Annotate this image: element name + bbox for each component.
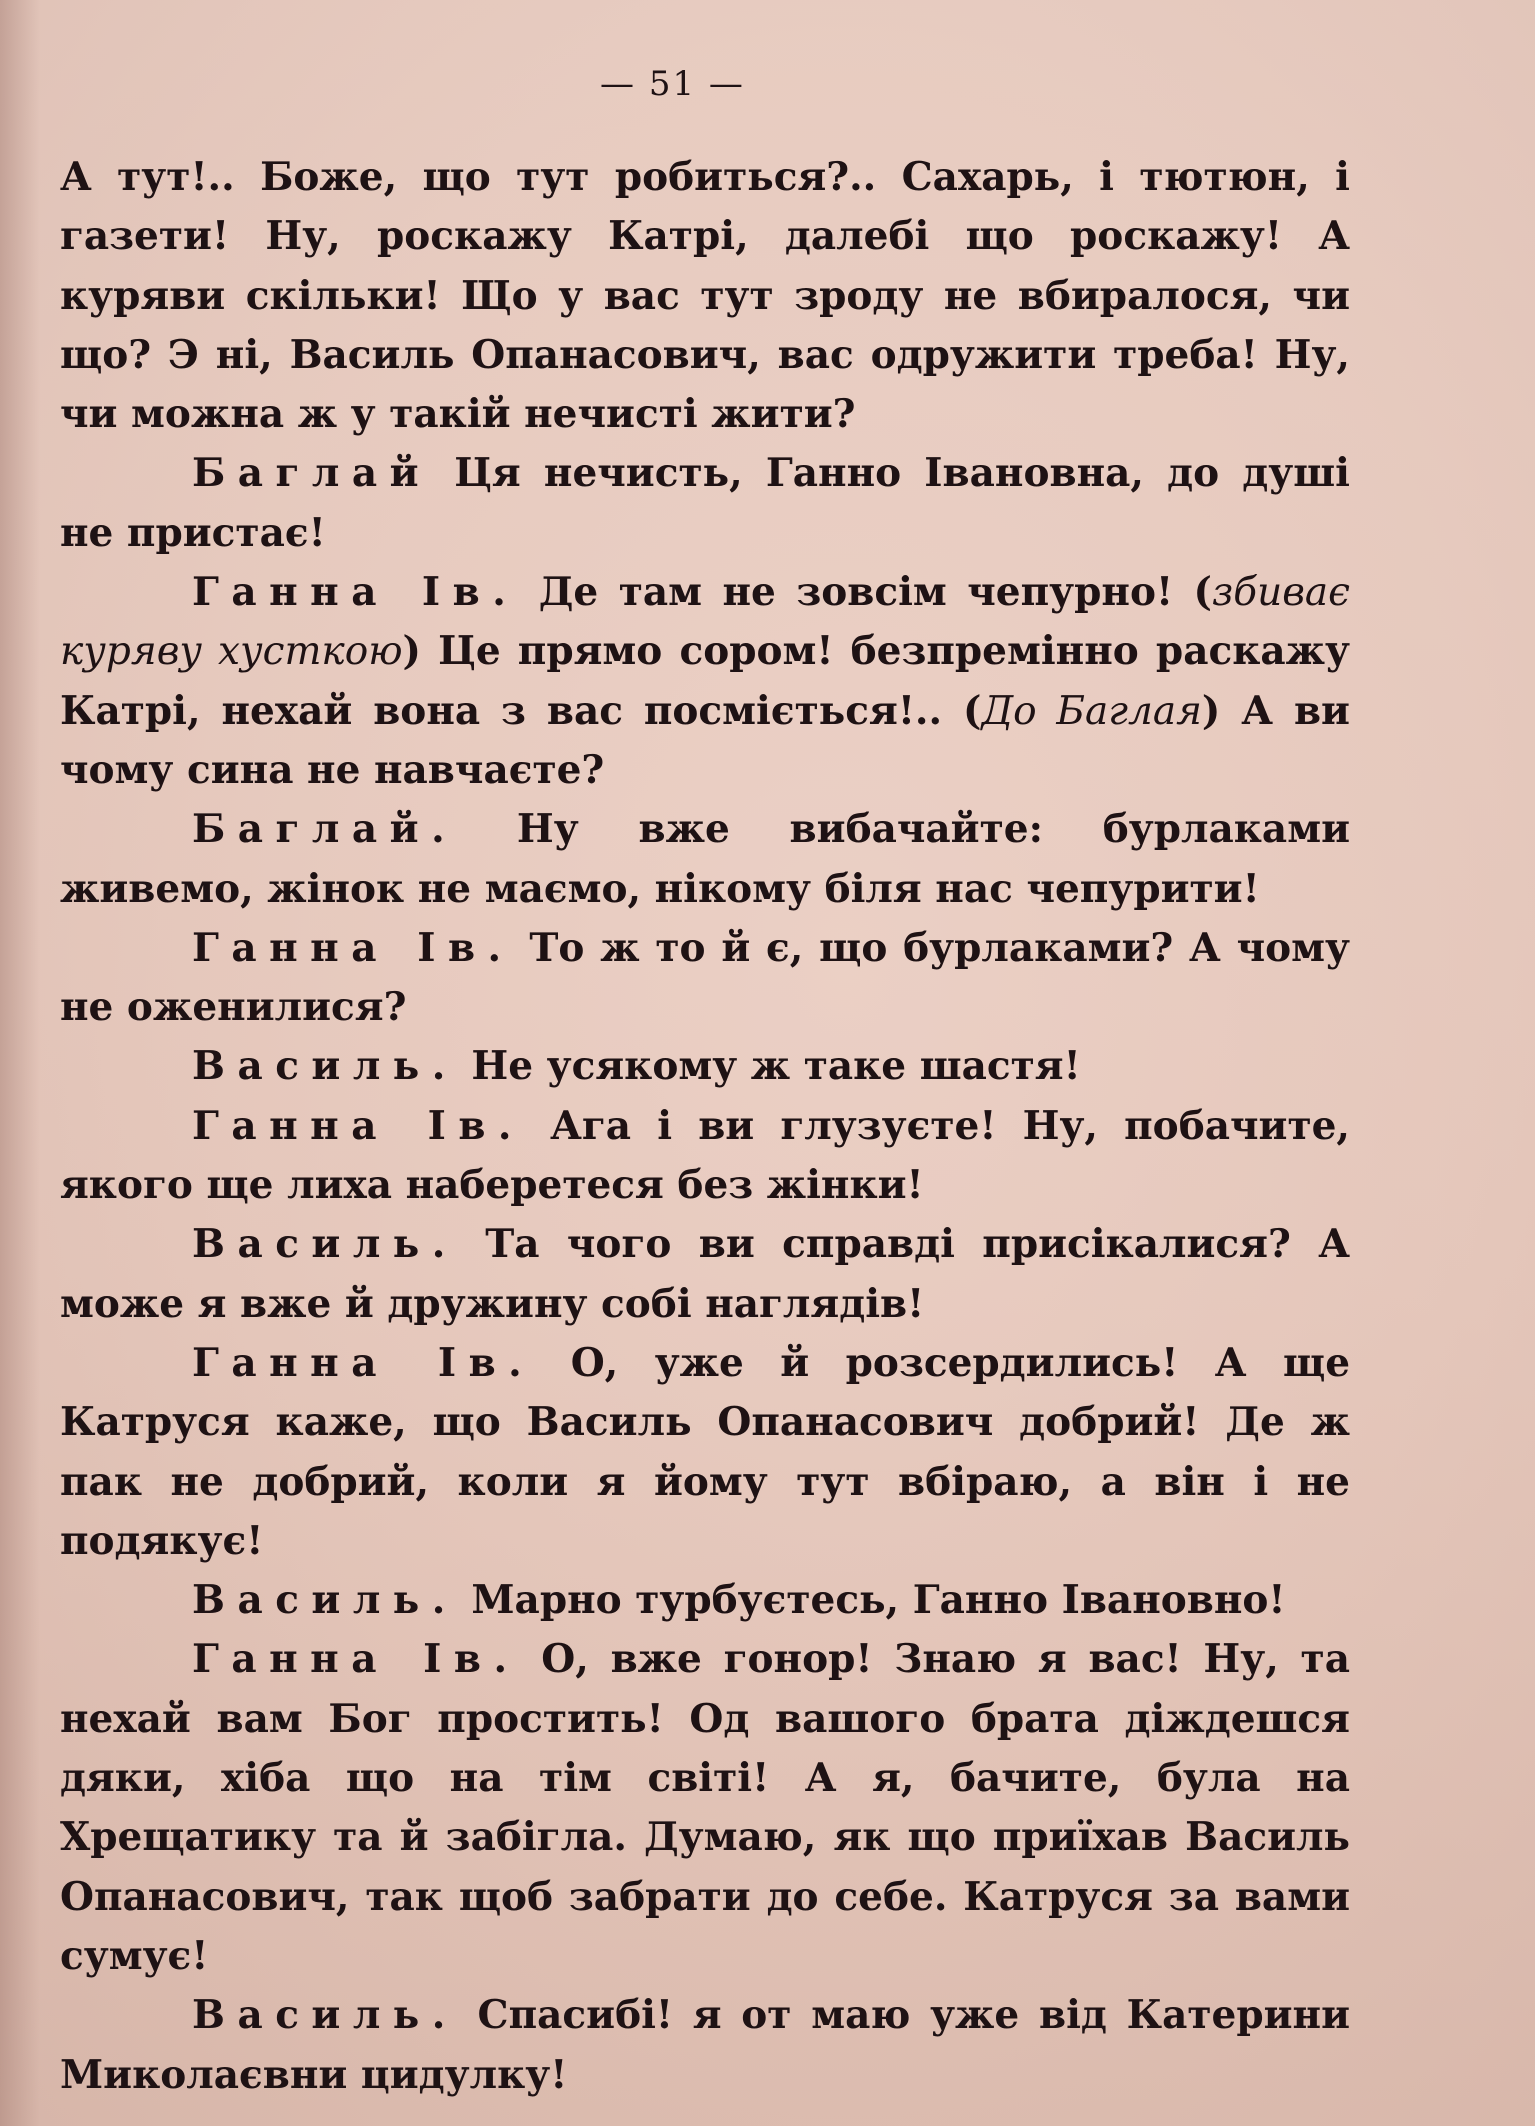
dialogue-text: ) Це прямо сором! безпремінно раскажу Катрі, нехай вона з вас посміється!.. ( <box>60 628 1350 734</box>
paragraph <box>60 1571 1350 1630</box>
paragraph <box>60 563 1350 800</box>
dialogue-text: О, уже й розсердились! А ще Катруся каже, що Василь Опанасович добрий! Де ж пак не добрий, коли я йому тут вбіраю, а він і не подякує! <box>60 1339 1351 1564</box>
paragraph <box>60 800 1350 919</box>
paragraph <box>60 919 1350 1038</box>
gutter-shadow <box>0 0 40 2126</box>
paragraph <box>60 1037 1350 1096</box>
paragraph <box>60 1630 1350 1986</box>
dialogue-text: Ну вже вибачайте: бурлаками живемо, жінок не маємо, нікому біля нас чепурити! <box>60 806 1350 912</box>
speaker-name: Ганна Ів. <box>192 569 519 616</box>
dialogue-text: Не усякому ж таке шастя! <box>457 1043 1081 1090</box>
speaker-name: Ганна Ів. <box>192 1102 524 1149</box>
paragraph <box>60 148 1350 444</box>
speaker-name: Ганна Ів. <box>192 1636 520 1683</box>
paragraph <box>60 1215 1350 1334</box>
speaker-name: Ганна Ів. <box>192 924 514 971</box>
dialogue-text: А тут!.. Боже, що тут робиться?.. Сахарь, і тютюн, і газети! Ну, роскажу Катрі, далебі що роскажу! А куряви скільки! Що у вас тут зроду не вбиралося, чи що? Э ні, Василь Опанасович, вас одружити треба! Ну, чи можна ж у такій нечисті жити? <box>60 154 1350 438</box>
speaker-name: Ганна Ів. <box>192 1339 535 1386</box>
speaker-name: Василь. <box>192 1992 458 2039</box>
dialogue-text: Та чого ви справді присікалися? А може я вже й дружину собі наглядів! <box>60 1221 1350 1327</box>
speaker-name: Василь. <box>192 1221 458 1268</box>
dialogue-text: О, вже гонор! Знаю я вас! Ну, та нехай вам Бог простить! Од вашого брата діждешся дяки, хіба що на тім світі! А я, бачите, була на Хрещатику та й забігла. Думаю, як що приїхав Василь Опанасович, так щоб забрати до себе. Катруся за вами сумує! <box>60 1636 1350 1979</box>
speaker-name: Василь. <box>192 1043 458 1090</box>
dialogue-text: Де там не зовсім чепурно! ( <box>518 569 1213 616</box>
paragraph <box>60 1334 1350 1571</box>
dialogue-text: То ж то й є, що бурлаками? А чому не оженилися? <box>60 924 1351 1031</box>
speaker-name: Василь. <box>192 1577 458 1624</box>
speaker-name: Баглай. <box>192 806 458 853</box>
text-body <box>60 148 1350 2105</box>
page-number: — 51 — <box>600 64 745 104</box>
speaker-name: Баглай <box>192 450 432 497</box>
dialogue-text: Марно турбуєтесь, Ганно Івановно! <box>457 1577 1286 1624</box>
paragraph <box>60 1986 1350 2105</box>
dialogue-text: Ага і ви глузуєте! Ну, побачите, якого ще лиха наберетеся без жінки! <box>60 1102 1351 1209</box>
stage-direction: До Баглая <box>981 688 1202 734</box>
dialogue-text: Спасибі! я от маю уже від Катерини Миколаєвни цидулку! <box>60 1992 1350 2098</box>
stage-direction: збиває куряву хусткою <box>60 570 1351 675</box>
dialogue-text: Ця нечисть, Ганно Івановна, до душі не пристає! <box>60 450 1350 556</box>
dialogue-text: ) А ви чому сина не навчаєте? <box>60 687 1350 793</box>
paragraph <box>60 1097 1350 1216</box>
paragraph <box>60 444 1350 563</box>
